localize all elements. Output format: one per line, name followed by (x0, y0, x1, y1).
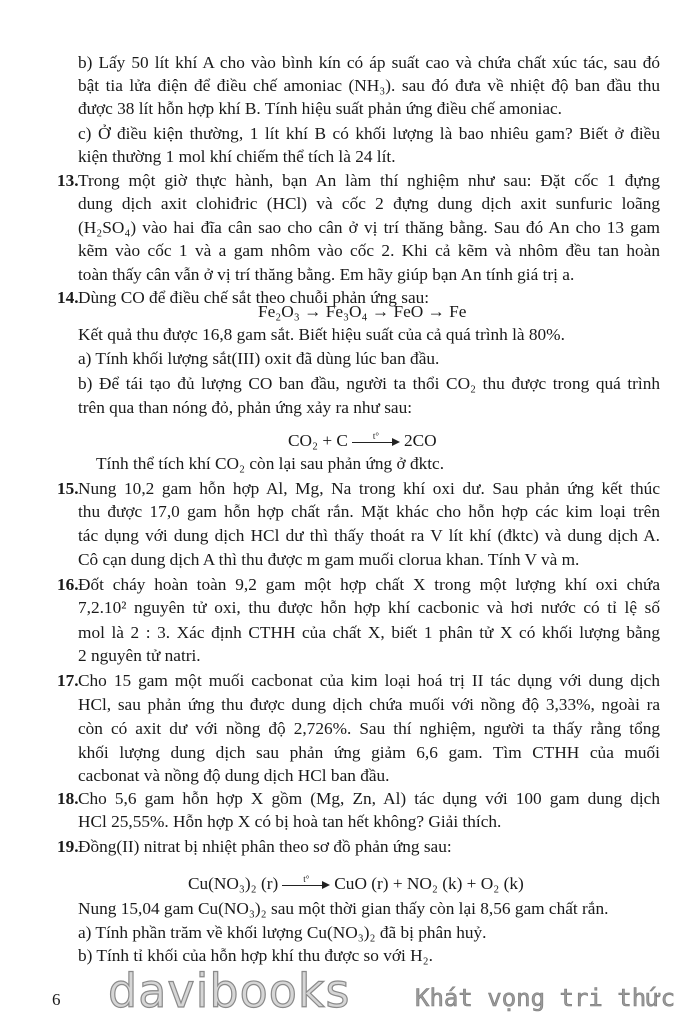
q19-line: Nung 15,04 gam Cu(NO₃)₂ sau một thời gian thấy còn lại 8,56 gam chất rắn. (78, 899, 609, 918)
q19-line: b) Tính tỉ khối của hỗn hợp khí thu được so với H₂. (78, 946, 433, 965)
problem-number: 17. (57, 671, 79, 690)
q14-line: Kết quả thu được 16,8 gam sắt. Biết hiệu suất của cả quá trình là 80%. (78, 325, 565, 344)
q13-line: toàn thấy cân vẫn ở vị trí thăng bằng. Em hãy giúp bạn An tính giá trị a. (78, 265, 575, 284)
reaction-arrow-icon (282, 874, 330, 890)
q17-line: HCl, sau phản ứng thu được dung dịch chứa muối với nồng độ 3,33%, ngoài ra (78, 695, 660, 714)
q14-line: Tính thể tích khí CO₂ còn lại sau phản ứng ở đktc. (96, 454, 445, 473)
q13-line: kẽm vào cốc 1 và a gam nhôm vào cốc 2. Khi cả kẽm và nhôm đều tan hoàn (78, 241, 660, 260)
problem-number: 18. (57, 789, 79, 808)
q12-c-line: c) Ở điều kiện thường, 1 lít khí B có khối lượng là bao nhiêu gam? Biết ở điều (78, 124, 660, 143)
problem-number: 16. (57, 575, 79, 594)
q15-line (57, 478, 660, 500)
arrow-condition: t° (303, 874, 310, 885)
q12-c-line: kiện thường 1 mol khí chiếm thể tích là 24 lít. (78, 147, 396, 166)
products: CuO (r) + NO₂ (k) + O₂ (k) (334, 874, 524, 893)
q19-equation (188, 873, 524, 895)
q14-equation (288, 430, 437, 452)
q16-line (57, 574, 660, 596)
q13-line: dung dịch axit clohiđric (HCl) và cốc 2 đựng dung dịch axit sunfuric loãng (78, 194, 660, 213)
reactants: Cu(NO₃)₂ (r) (188, 874, 279, 893)
products: 2CO (403, 431, 437, 450)
q17-line: khối lượng dung dịch sau phản ứng giảm 6,6 gam. Tìm CTHH của muối (78, 743, 660, 762)
q13-line: (H₂SO₄) vào hai đĩa cân sao cho cân ở vị trí thăng bằng. Sau đó An cho 13 gam (78, 218, 660, 237)
q14-line: a) Tính khối lượng sắt(III) oxit đã dùng lúc ban đầu. (78, 349, 440, 368)
problem-number: 19. (57, 837, 79, 856)
q16-line: 2 nguyên tử natri. (78, 646, 201, 665)
q17-text: Cho 15 gam một muối cacbonat của kim loại hoá trị II tác dụng với dung dịch (78, 671, 660, 690)
q17-line (57, 670, 660, 692)
q17-line: cacbonat và nồng độ dung dịch HCl ban đầu. (78, 766, 390, 785)
q16-text: Đốt cháy hoàn toàn 9,2 gam một hợp chất X trong một lượng khí oxi chứa (78, 575, 660, 594)
q16-line: 7,2.10² nguyên tử oxi, thu được hỗn hợp khí cacbonic và hơi nước có tỉ lệ số (78, 598, 660, 617)
q12-b-line: bật tia lửa điện để điều chế amoniac (NH₃). sau đó đưa về nhiệt độ ban đầu thu (78, 76, 660, 95)
q15-line: tác dụng với dung dịch HCl dư thì thấy thoát ra V lít khí (đktc) và dung dịch A. (78, 526, 660, 545)
q19-line: a) Tính phần trăm về khối lượng Cu(NO₃)₂ đã bị phân huỷ. (78, 923, 487, 942)
problem-number: 13. (57, 171, 79, 190)
q13-line (57, 170, 660, 192)
reaction-arrow-icon (352, 431, 400, 447)
q19-line (57, 836, 660, 858)
page-number: 6 (52, 990, 61, 1009)
watermark-logo: davibooks (108, 964, 351, 1018)
q14-text: Dùng CO để điều chế sắt theo chuỗi phản ứng sau: (78, 288, 430, 307)
q17-line: còn có axit dư với nồng độ 2,726%. Sau thí nghiệm, người ta thấy rằng tổng (78, 719, 660, 738)
arrow-condition: t° (372, 431, 379, 442)
q18-line: HCl 25,55%. Hỗn hợp X có bị hoà tan hết không? Giải thích. (78, 812, 502, 831)
q14-reaction-chain: Fe₂O₃ → Fe₃O₄ → FeO → Fe (258, 302, 467, 321)
q15-line: Cô cạn dung dịch A thì thu được m gam muối clorua khan. Tính V và m. (78, 550, 580, 569)
problem-number: 14. (57, 288, 79, 307)
q15-line: thu được 17,0 gam hỗn hợp chất rắn. Mặt khác cho hỗn hợp các kim loại trên (78, 502, 660, 521)
reactants: CO₂ + C (288, 431, 348, 450)
q18-line (57, 788, 660, 810)
problem-number: 15. (57, 479, 79, 498)
q13-text: Trong một giờ thực hành, bạn An làm thí nghiệm như sau: Đặt cốc 1 đựng (78, 171, 660, 190)
q16-line: mol là 2 : 3. Xác định CTHH của chất X, biết 1 phân tử X có khối lượng bằng (78, 623, 660, 642)
q18-text: Cho 5,6 gam hỗn hợp X gồm (Mg, Zn, Al) tác dụng với 100 gam dung dịch (78, 789, 660, 808)
q12-b-line: được 38 lít hỗn hợp khí B. Tính hiệu suất phản ứng điều chế amoniac. (78, 99, 563, 118)
q12-b-line: b) Lấy 50 lít khí A cho vào bình kín có áp suất cao và chứa chất xúc tác, sau đó (78, 53, 660, 72)
q15-text: Nung 10,2 gam hỗn hợp Al, Mg, Na trong khí oxi dư. Sau phản ứng kết thúc (78, 479, 660, 498)
q14-line: b) Để tái tạo đủ lượng CO ban đầu, người ta thổi CO₂ thu được trong quá trình (78, 374, 660, 393)
q19-text: Đồng(II) nitrat bị nhiệt phân theo sơ đồ phản ứng sau: (78, 837, 452, 856)
q14-line: trên qua than nóng đỏ, phản ứng xảy ra như sau: (78, 398, 413, 417)
watermark-slogan: Khát vọng tri thức (415, 984, 676, 1012)
